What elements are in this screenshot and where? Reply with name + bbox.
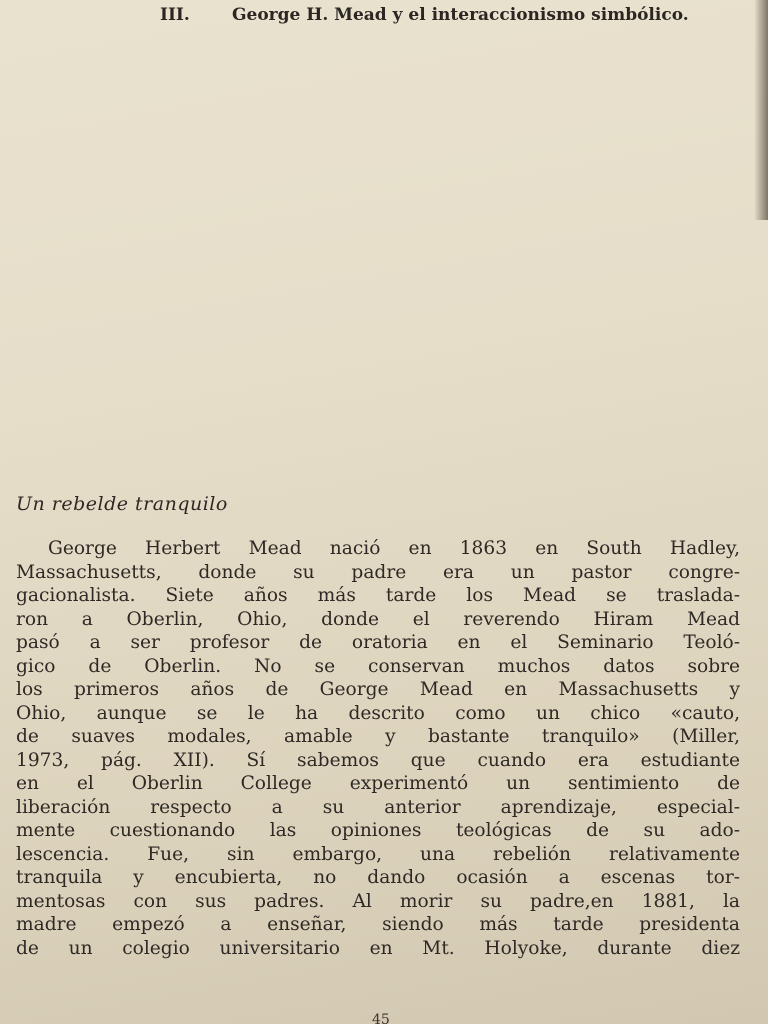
paragraph-line: liberación respecto a su anterior aprendizaje, especial- (16, 796, 740, 818)
paragraph-line: Massachusetts, donde su padre era un pastor congre- (16, 561, 740, 583)
paragraph-line: en el Oberlin College experimentó un sentimiento de (16, 773, 740, 794)
paragraph-line: tranquila y encubierta, no dando ocasión a escenas tor- (16, 867, 740, 888)
paragraph-line: pasó a ser profesor de oratoria en el Seminario Teoló- (16, 632, 740, 653)
page-number: 45 (372, 1012, 390, 1024)
paragraph-line: de suaves modales, amable y bastante tranquilo» (Miller, (16, 726, 740, 747)
chapter-title: George H. Mead y el interaccionismo simbólico. (232, 5, 689, 25)
chapter-heading (160, 4, 720, 26)
body-paragraph (16, 537, 740, 960)
page-edge-shadow (754, 0, 768, 220)
paragraph-line: lescencia. Fue, sin embargo, una rebelión relativamente (16, 843, 740, 865)
paragraph-line: 1973, pág. XII). Sí sabemos que cuando era estudiante (16, 749, 740, 771)
paragraph-line: gacionalista. Siete años más tarde los Mead se traslada- (16, 585, 740, 606)
chapter-number: III. (160, 5, 190, 25)
paragraph-line: gico de Oberlin. No se conservan muchos datos sobre (16, 655, 740, 677)
paragraph-line: mente cuestionando las opiniones teológicas de su ado- (16, 820, 740, 841)
paragraph-line: los primeros años de George Mead en Massachusetts y (16, 679, 740, 700)
paragraph-line: George Herbert Mead nació en 1863 en South Hadley, (48, 538, 740, 559)
paragraph-line: Ohio, aunque se le ha descrito como un chico «cauto, (16, 702, 740, 724)
paragraph-line: de un colegio universitario en Mt. Holyoke, durante diez (16, 937, 740, 959)
paragraph-line: madre empezó a enseñar, siendo más tarde presidenta (16, 914, 740, 935)
paragraph-line: mentosas con sus padres. Al morir su padre,en 1881, la (16, 890, 740, 912)
section-heading: Un rebelde tranquilo (16, 493, 228, 515)
paragraph-line: ron a Oberlin, Ohio, donde el reverendo Hiram Mead (16, 608, 740, 630)
